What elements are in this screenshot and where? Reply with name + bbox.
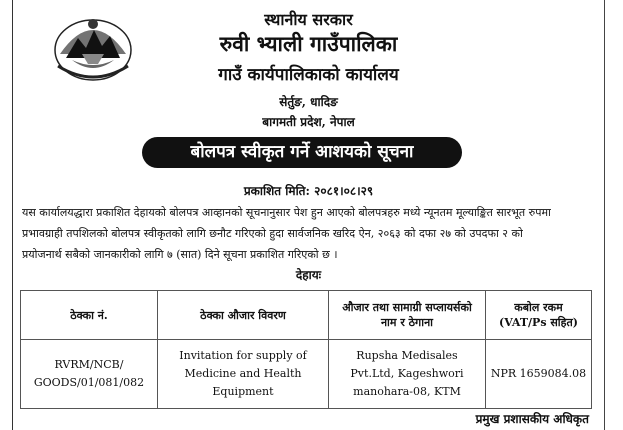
municipality-name: रुवी भ्याली गाउँपालिका bbox=[219, 31, 398, 56]
paragraph-line: प्रयोजनार्थ सबैको जानकारीको लागि ७ (सात) दिने सूचना प्रकाशित गरिएको छ । bbox=[22, 248, 338, 261]
tender-notice bbox=[12, 0, 605, 430]
col-header-description: ठेक्का औजार विवरण bbox=[158, 291, 329, 340]
paragraph-line: प्रभावग्राही तपशिलको बोलपत्र स्वीकृतको लागि छनौट गरिएको हुदा सार्वजनिक खरिद ऐन, २०६३ को दफा २७ को उपदफा २ को bbox=[22, 227, 523, 240]
cell-supplier: Rupsha Medisales Pvt.Ltd, Kageshwori manohara-08, KTM bbox=[329, 340, 486, 409]
header-line-1: स्थानीय सरकार bbox=[264, 10, 353, 29]
table-header-row bbox=[21, 291, 592, 340]
contract-table bbox=[20, 290, 592, 409]
col-header-contract-no: ठेक्का नं. bbox=[21, 291, 158, 340]
office-address: सेर्तुङ, धादिङ bbox=[279, 95, 338, 109]
table-row bbox=[21, 340, 592, 409]
paragraph-line: यस कार्यालयद्धारा प्रकाशित देहायको बोलपत्र आव्हानको सूचनानुसार पेश हुन आएको बोलपत्रहरु मध्ये न्यूनतम मूल्याङ्कित सारभूत रुपमा bbox=[22, 206, 551, 219]
notice-paragraph bbox=[22, 202, 590, 265]
table-heading: देहायः bbox=[295, 268, 322, 282]
published-date: प्रकाशित मिति: २०८१।०८।२९ bbox=[243, 184, 374, 198]
signatory-title: प्रमुख प्रशासकीय अधिकृत bbox=[475, 412, 589, 426]
notice-title-banner: बोलपत्र स्वीकृत गर्ने आशयको सूचना bbox=[142, 137, 462, 168]
cell-bid-amount: NPR 1659084.08 bbox=[486, 340, 592, 409]
col-header-bid-amount: कबोल रकम (VAT/Ps सहित) bbox=[486, 291, 592, 340]
province-country: बागमती प्रदेश, नेपाल bbox=[262, 115, 355, 129]
cell-contract-no: RVRM/NCB/ GOODS/01/081/082 bbox=[21, 340, 158, 409]
cell-description: Invitation for supply of Medicine and Health Equipment bbox=[158, 340, 329, 409]
col-header-supplier: औजार तथा सामाग्री सप्लायर्सको नाम र ठेगाना bbox=[329, 291, 486, 340]
office-name: गाउँ कार्यपालिकाको कार्यालय bbox=[218, 65, 399, 85]
